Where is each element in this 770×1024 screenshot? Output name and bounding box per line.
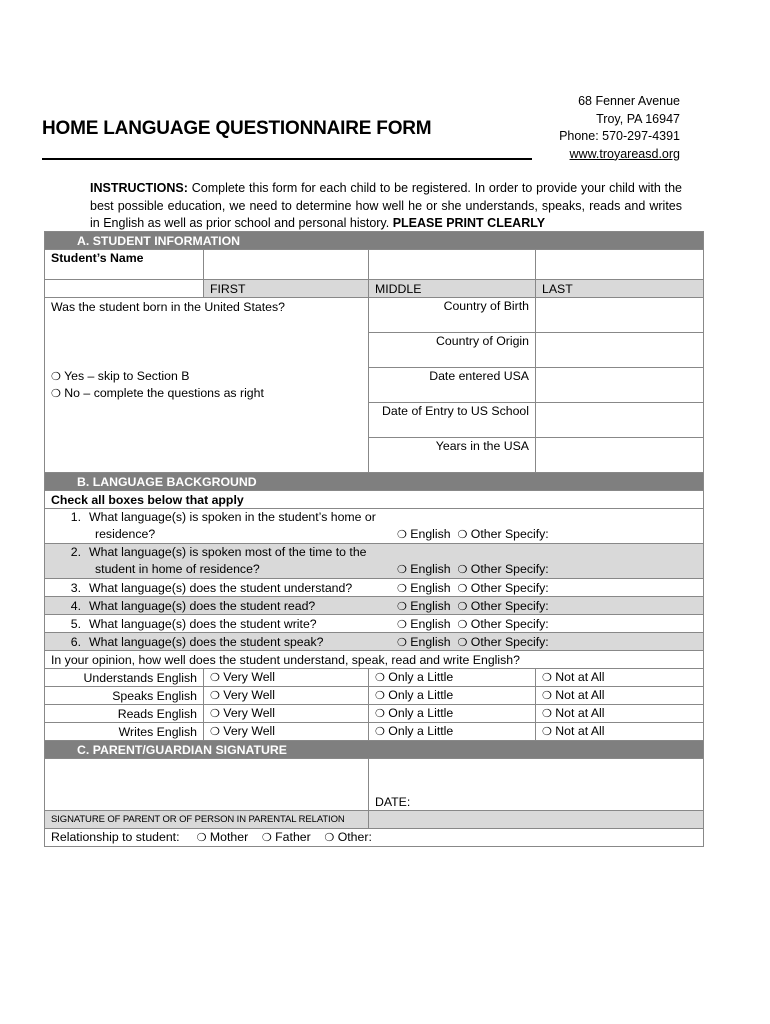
mother-label: Mother (209, 830, 249, 844)
q2-other-radio-icon[interactable]: ❍ (457, 563, 468, 576)
level-label: Very Well (223, 670, 276, 684)
q3-other-label: Other Specify: (470, 580, 549, 595)
radio-icon[interactable]: ❍ (210, 671, 220, 684)
level-label: Only a Little (388, 724, 454, 738)
radio-icon[interactable]: ❍ (542, 671, 552, 684)
years-usa-field[interactable] (536, 438, 704, 473)
q1-options (397, 526, 549, 543)
date-school-field[interactable] (536, 403, 704, 438)
middle-name-field[interactable] (369, 250, 536, 280)
level-label: Only a Little (388, 706, 454, 720)
skill-writes-label: Writes English (45, 723, 204, 741)
question-4-row (45, 597, 704, 615)
q5-english-radio-icon[interactable]: ❍ (397, 617, 407, 631)
radio-icon[interactable]: ❍ (375, 689, 385, 702)
mother-radio-icon[interactable]: ❍ (196, 831, 207, 844)
speaks-only-little[interactable] (369, 687, 536, 705)
writes-not-at-all[interactable] (536, 723, 704, 741)
born-question: Was the student born in the United States? (51, 300, 286, 314)
address-website[interactable]: www.troyareasd.org (569, 146, 680, 161)
level-label: Only a Little (388, 670, 454, 684)
reads-not-at-all[interactable] (536, 705, 704, 723)
country-origin-field[interactable] (536, 333, 704, 368)
q6-number: 6. (70, 634, 81, 649)
other-radio-icon[interactable]: ❍ (324, 831, 335, 844)
level-label: Not at All (555, 706, 605, 720)
check-all-row (45, 491, 704, 509)
other-label: Other: (337, 830, 372, 844)
q1-text-cont: residence? (95, 527, 156, 541)
radio-icon[interactable]: ❍ (210, 725, 220, 738)
skill-reads-label: Reads English (45, 705, 204, 723)
father-radio-icon[interactable]: ❍ (261, 831, 272, 844)
question-6-row (45, 633, 704, 651)
no-option[interactable] (51, 385, 362, 402)
speaks-not-at-all[interactable] (536, 687, 704, 705)
middle-label: MIDDLE (369, 280, 536, 298)
signature-field[interactable] (45, 759, 369, 811)
yes-option[interactable] (51, 368, 362, 385)
address-street: 68 Fenner Avenue (578, 94, 680, 108)
instructions-emphasis: PLEASE PRINT CLEARLY (392, 216, 546, 230)
date-field[interactable] (369, 759, 704, 811)
q5-number: 5. (70, 616, 81, 631)
q1-english-radio-icon[interactable]: ❍ (397, 528, 407, 541)
section-c-title: C. PARENT/GUARDIAN SIGNATURE (77, 742, 287, 757)
q6-english-label: English (410, 634, 451, 649)
q2-number: 2. (70, 545, 81, 559)
q6-other-label: Other Specify: (470, 634, 549, 649)
understands-very-well[interactable] (204, 669, 369, 687)
instructions (90, 180, 682, 233)
question-2-row (45, 544, 704, 579)
name-columns-row (45, 280, 704, 298)
q4-english-label: English (410, 598, 451, 613)
level-label: Very Well (223, 724, 276, 738)
skill-row-speaks (45, 687, 704, 705)
q5-text: What language(s) does the student write? (89, 616, 317, 631)
opinion-text: In your opinion, how well does the student understand, speak, read and write English? (45, 651, 704, 669)
q6-english-radio-icon[interactable]: ❍ (397, 635, 407, 649)
section-b-header (45, 473, 704, 491)
signature-caption: SIGNATURE OF PARENT OR OF PERSON IN PARENTAL RELATION (45, 811, 369, 829)
radio-icon[interactable]: ❍ (542, 725, 552, 738)
skill-row-writes (45, 723, 704, 741)
q6-other-radio-icon[interactable]: ❍ (457, 635, 468, 649)
q2-english-label: English (410, 562, 451, 576)
q3-options (397, 580, 549, 597)
date-entered-field[interactable] (536, 368, 704, 403)
skill-row-understands (45, 669, 704, 687)
q1-number: 1. (70, 510, 81, 524)
country-birth-row (45, 298, 704, 333)
questionnaire-table (44, 231, 704, 847)
understands-only-little[interactable] (369, 669, 536, 687)
q1-other-radio-icon[interactable]: ❍ (457, 528, 468, 541)
q2-other-label: Other Specify: (470, 562, 549, 576)
q5-other-label: Other Specify: (470, 616, 549, 631)
q1-english-label: English (410, 527, 451, 541)
q4-other-label: Other Specify: (470, 598, 549, 613)
last-name-field[interactable] (536, 250, 704, 280)
first-name-field[interactable] (204, 250, 369, 280)
q6-options (397, 634, 549, 651)
q2-text-cont: student in home of residence? (95, 562, 260, 576)
reads-only-little[interactable] (369, 705, 536, 723)
instructions-label: INSTRUCTIONS: (90, 181, 188, 195)
country-origin-label: Country of Origin (369, 333, 536, 368)
level-label: Not at All (555, 688, 605, 702)
level-label: Very Well (223, 706, 276, 720)
date-label: DATE: (375, 795, 411, 809)
q3-english-radio-icon[interactable]: ❍ (397, 581, 407, 595)
understands-not-at-all[interactable] (536, 669, 704, 687)
signature-row (45, 759, 704, 811)
level-label: Only a Little (388, 688, 454, 702)
q6-text: What language(s) does the student speak? (89, 634, 324, 649)
check-all-label: Check all boxes below that apply (45, 491, 704, 509)
q5-options (397, 616, 549, 633)
question-1-row (45, 509, 704, 544)
writes-only-little[interactable] (369, 723, 536, 741)
address-city: Troy, PA 16947 (596, 111, 680, 126)
last-label: LAST (536, 280, 704, 298)
radio-icon[interactable]: ❍ (210, 707, 220, 720)
level-label: Very Well (223, 688, 276, 702)
section-b-title: B. LANGUAGE BACKGROUND (77, 474, 257, 489)
radio-icon[interactable]: ❍ (210, 689, 220, 702)
q2-english-radio-icon[interactable]: ❍ (397, 563, 407, 576)
skill-understands-label: Understands English (45, 669, 204, 687)
question-3-row (45, 579, 704, 597)
relationship-label: Relationship to student: (51, 830, 180, 844)
reads-very-well[interactable] (204, 705, 369, 723)
q1-other-label: Other Specify: (470, 527, 549, 541)
level-label: Not at All (555, 670, 605, 684)
relationship-row (45, 829, 704, 847)
radio-icon[interactable]: ❍ (542, 689, 552, 702)
date-school-label: Date of Entry to US School (369, 403, 536, 438)
no-radio-icon[interactable]: ❍ (51, 387, 61, 400)
q5-english-label: English (410, 616, 451, 631)
q4-options (397, 598, 549, 615)
title-rule (42, 158, 532, 160)
radio-icon[interactable]: ❍ (375, 671, 385, 684)
question-5-row (45, 615, 704, 633)
yes-label: Yes – skip to Section B (64, 369, 190, 383)
q1-text: What language(s) is spoken in the student’s home or (89, 510, 376, 524)
q4-number: 4. (70, 598, 81, 613)
father-label: Father (275, 830, 311, 844)
radio-icon[interactable]: ❍ (375, 707, 385, 720)
q4-english-radio-icon[interactable]: ❍ (397, 599, 407, 613)
country-birth-label: Country of Birth (369, 298, 536, 333)
country-birth-field[interactable] (536, 298, 704, 333)
radio-icon[interactable]: ❍ (375, 725, 385, 738)
speaks-very-well[interactable] (204, 687, 369, 705)
signature-caption-row (45, 811, 704, 829)
years-usa-label: Years in the USA (369, 438, 536, 473)
q5-other-radio-icon[interactable]: ❍ (457, 617, 468, 631)
student-name-row (45, 250, 704, 280)
section-a-header (45, 232, 704, 250)
q4-text: What language(s) does the student read? (89, 598, 316, 613)
students-name-label: Student’s Name (45, 250, 204, 280)
address-block (559, 93, 680, 163)
first-label: FIRST (204, 280, 369, 298)
radio-icon[interactable]: ❍ (542, 707, 552, 720)
q3-english-label: English (410, 580, 451, 595)
writes-very-well[interactable] (204, 723, 369, 741)
section-c-header (45, 741, 704, 759)
date-entered-label: Date entered USA (369, 368, 536, 403)
section-a-title: A. STUDENT INFORMATION (77, 233, 241, 248)
q3-text: What language(s) does the student understand? (89, 580, 353, 595)
form-title: HOME LANGUAGE QUESTIONNAIRE FORM (42, 118, 432, 139)
born-question-cell (45, 298, 369, 473)
skill-row-reads (45, 705, 704, 723)
q2-text: What language(s) is spoken most of the time to the (89, 545, 367, 559)
yes-radio-icon[interactable]: ❍ (51, 370, 61, 383)
no-label: No – complete the questions as right (64, 386, 264, 400)
level-label: Not at All (555, 724, 605, 738)
q3-number: 3. (70, 580, 81, 595)
opinion-row (45, 651, 704, 669)
skill-speaks-label: Speaks English (45, 687, 204, 705)
q3-other-radio-icon[interactable]: ❍ (457, 581, 468, 595)
address-phone: Phone: 570-297-4391 (559, 129, 680, 143)
q4-other-radio-icon[interactable]: ❍ (457, 599, 468, 613)
q2-options (397, 561, 549, 578)
instructions-text: Complete this form for each child to be registered. In order to provide your child with the best possible education, we need to determine how well he or she understands, speaks, reads and writes in English as well as prior school and personal history. (90, 181, 682, 230)
